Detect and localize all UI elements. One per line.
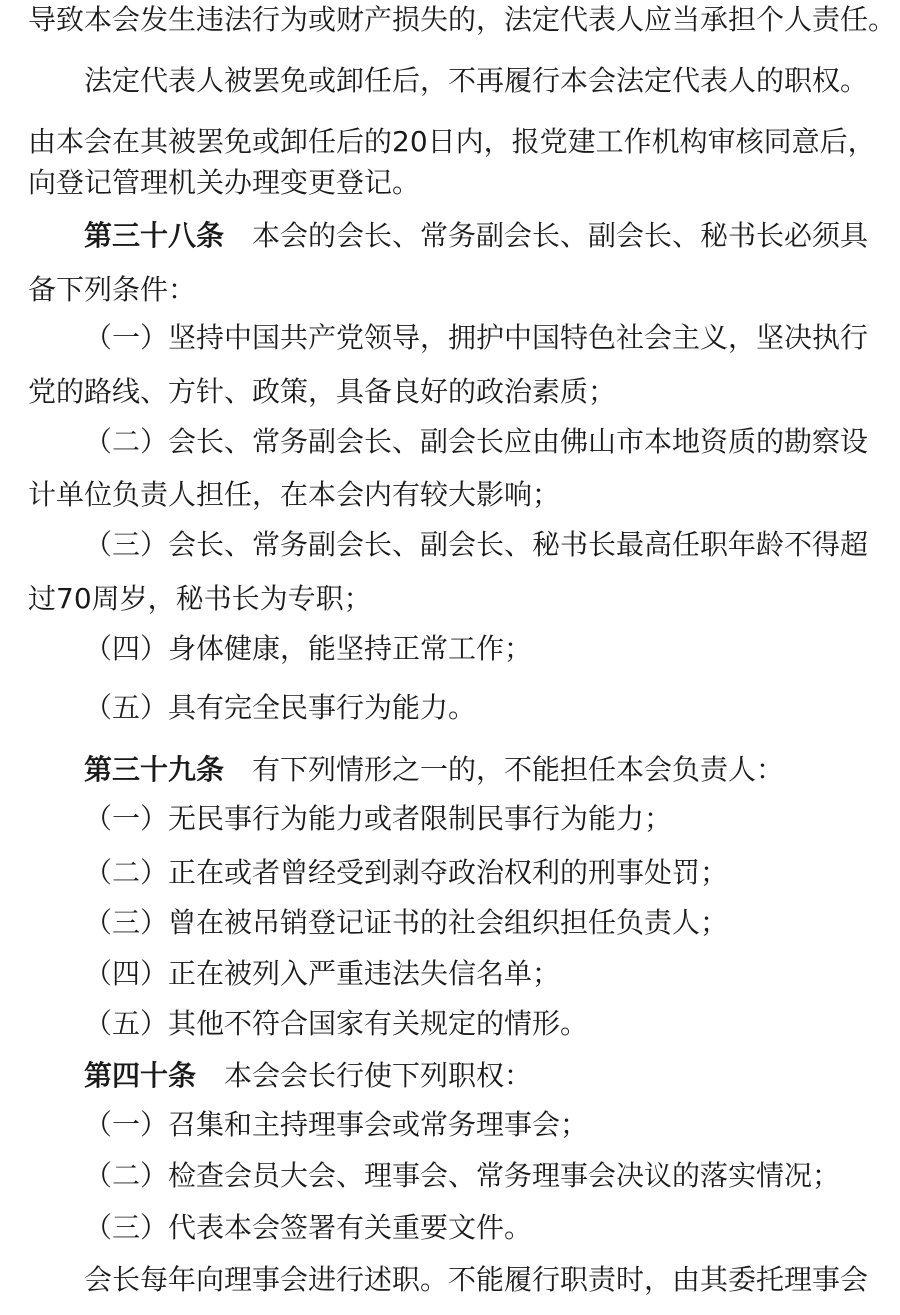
list-item: （一）召集和主持理事会或常务理事会； bbox=[84, 1108, 589, 1141]
text-line: 过70周岁，秘书长为专职； bbox=[28, 582, 372, 615]
article-text: 本会会长行使下列职权： bbox=[224, 1059, 533, 1092]
text-line: 党的路线、方针、政策，具备良好的政治素质； bbox=[28, 375, 617, 408]
text-line: 计单位负责人担任，在本会内有较大影响； bbox=[28, 478, 561, 511]
list-item: （二）检查会员大会、理事会、常务理事会决议的落实情况； bbox=[84, 1159, 841, 1192]
article-text: 本会的会长、常务副会长、副会长、秘书长必须具 bbox=[252, 219, 869, 252]
list-item: （一）无民事行为能力或者限制民事行为能力； bbox=[84, 802, 673, 835]
list-item: （五）具有完全民事行为能力。 bbox=[84, 691, 477, 724]
text-line: 由本会在其被罢免或卸任后的20日内，报党建工作机构审核同意后， bbox=[28, 125, 876, 158]
list-item: （四）正在被列入严重违法失信名单； bbox=[84, 957, 561, 990]
list-item: （四）身体健康，能坚持正常工作； bbox=[84, 632, 533, 665]
list-item: （三）曾在被吊销登记证书的社会组织担任负责人； bbox=[84, 906, 729, 939]
article-line bbox=[84, 752, 784, 788]
list-item: （三）会长、常务副会长、副会长、秘书长最高任职年龄不得超 bbox=[84, 528, 869, 561]
list-item: （五）其他不符合国家有关规定的情形。 bbox=[84, 1007, 589, 1040]
list-item: （二）会长、常务副会长、副会长应由佛山市本地资质的勘察设 bbox=[84, 425, 869, 458]
article-heading: 第四十条 bbox=[84, 1059, 197, 1092]
list-item: （三）代表本会签署有关重要文件。 bbox=[84, 1211, 533, 1244]
text-line: 法定代表人被罢免或卸任后，不再履行本会法定代表人的职权。 bbox=[84, 64, 869, 97]
list-item: （一）坚持中国共产党领导，拥护中国特色社会主义，坚决执行 bbox=[84, 321, 869, 354]
text-line: 导致本会发生违法行为或财产损失的，法定代表人应当承担个人责任。 bbox=[28, 3, 897, 36]
article-text: 有下列情形之一的，不能担任本会负责人： bbox=[252, 753, 785, 786]
text-line: 向登记管理机关办理变更登记。 bbox=[28, 166, 421, 199]
article-line bbox=[84, 1058, 532, 1094]
article-heading: 第三十八条 bbox=[84, 219, 225, 252]
article-heading: 第三十九条 bbox=[84, 753, 225, 786]
text-line: 备下列条件： bbox=[28, 273, 197, 306]
text-line: 会长每年向理事会进行述职。不能履行职责时，由其委托理事会 bbox=[84, 1263, 869, 1296]
article-line bbox=[84, 218, 868, 254]
list-item: （二）正在或者曾经受到剥夺政治权利的刑事处罚； bbox=[84, 856, 729, 889]
